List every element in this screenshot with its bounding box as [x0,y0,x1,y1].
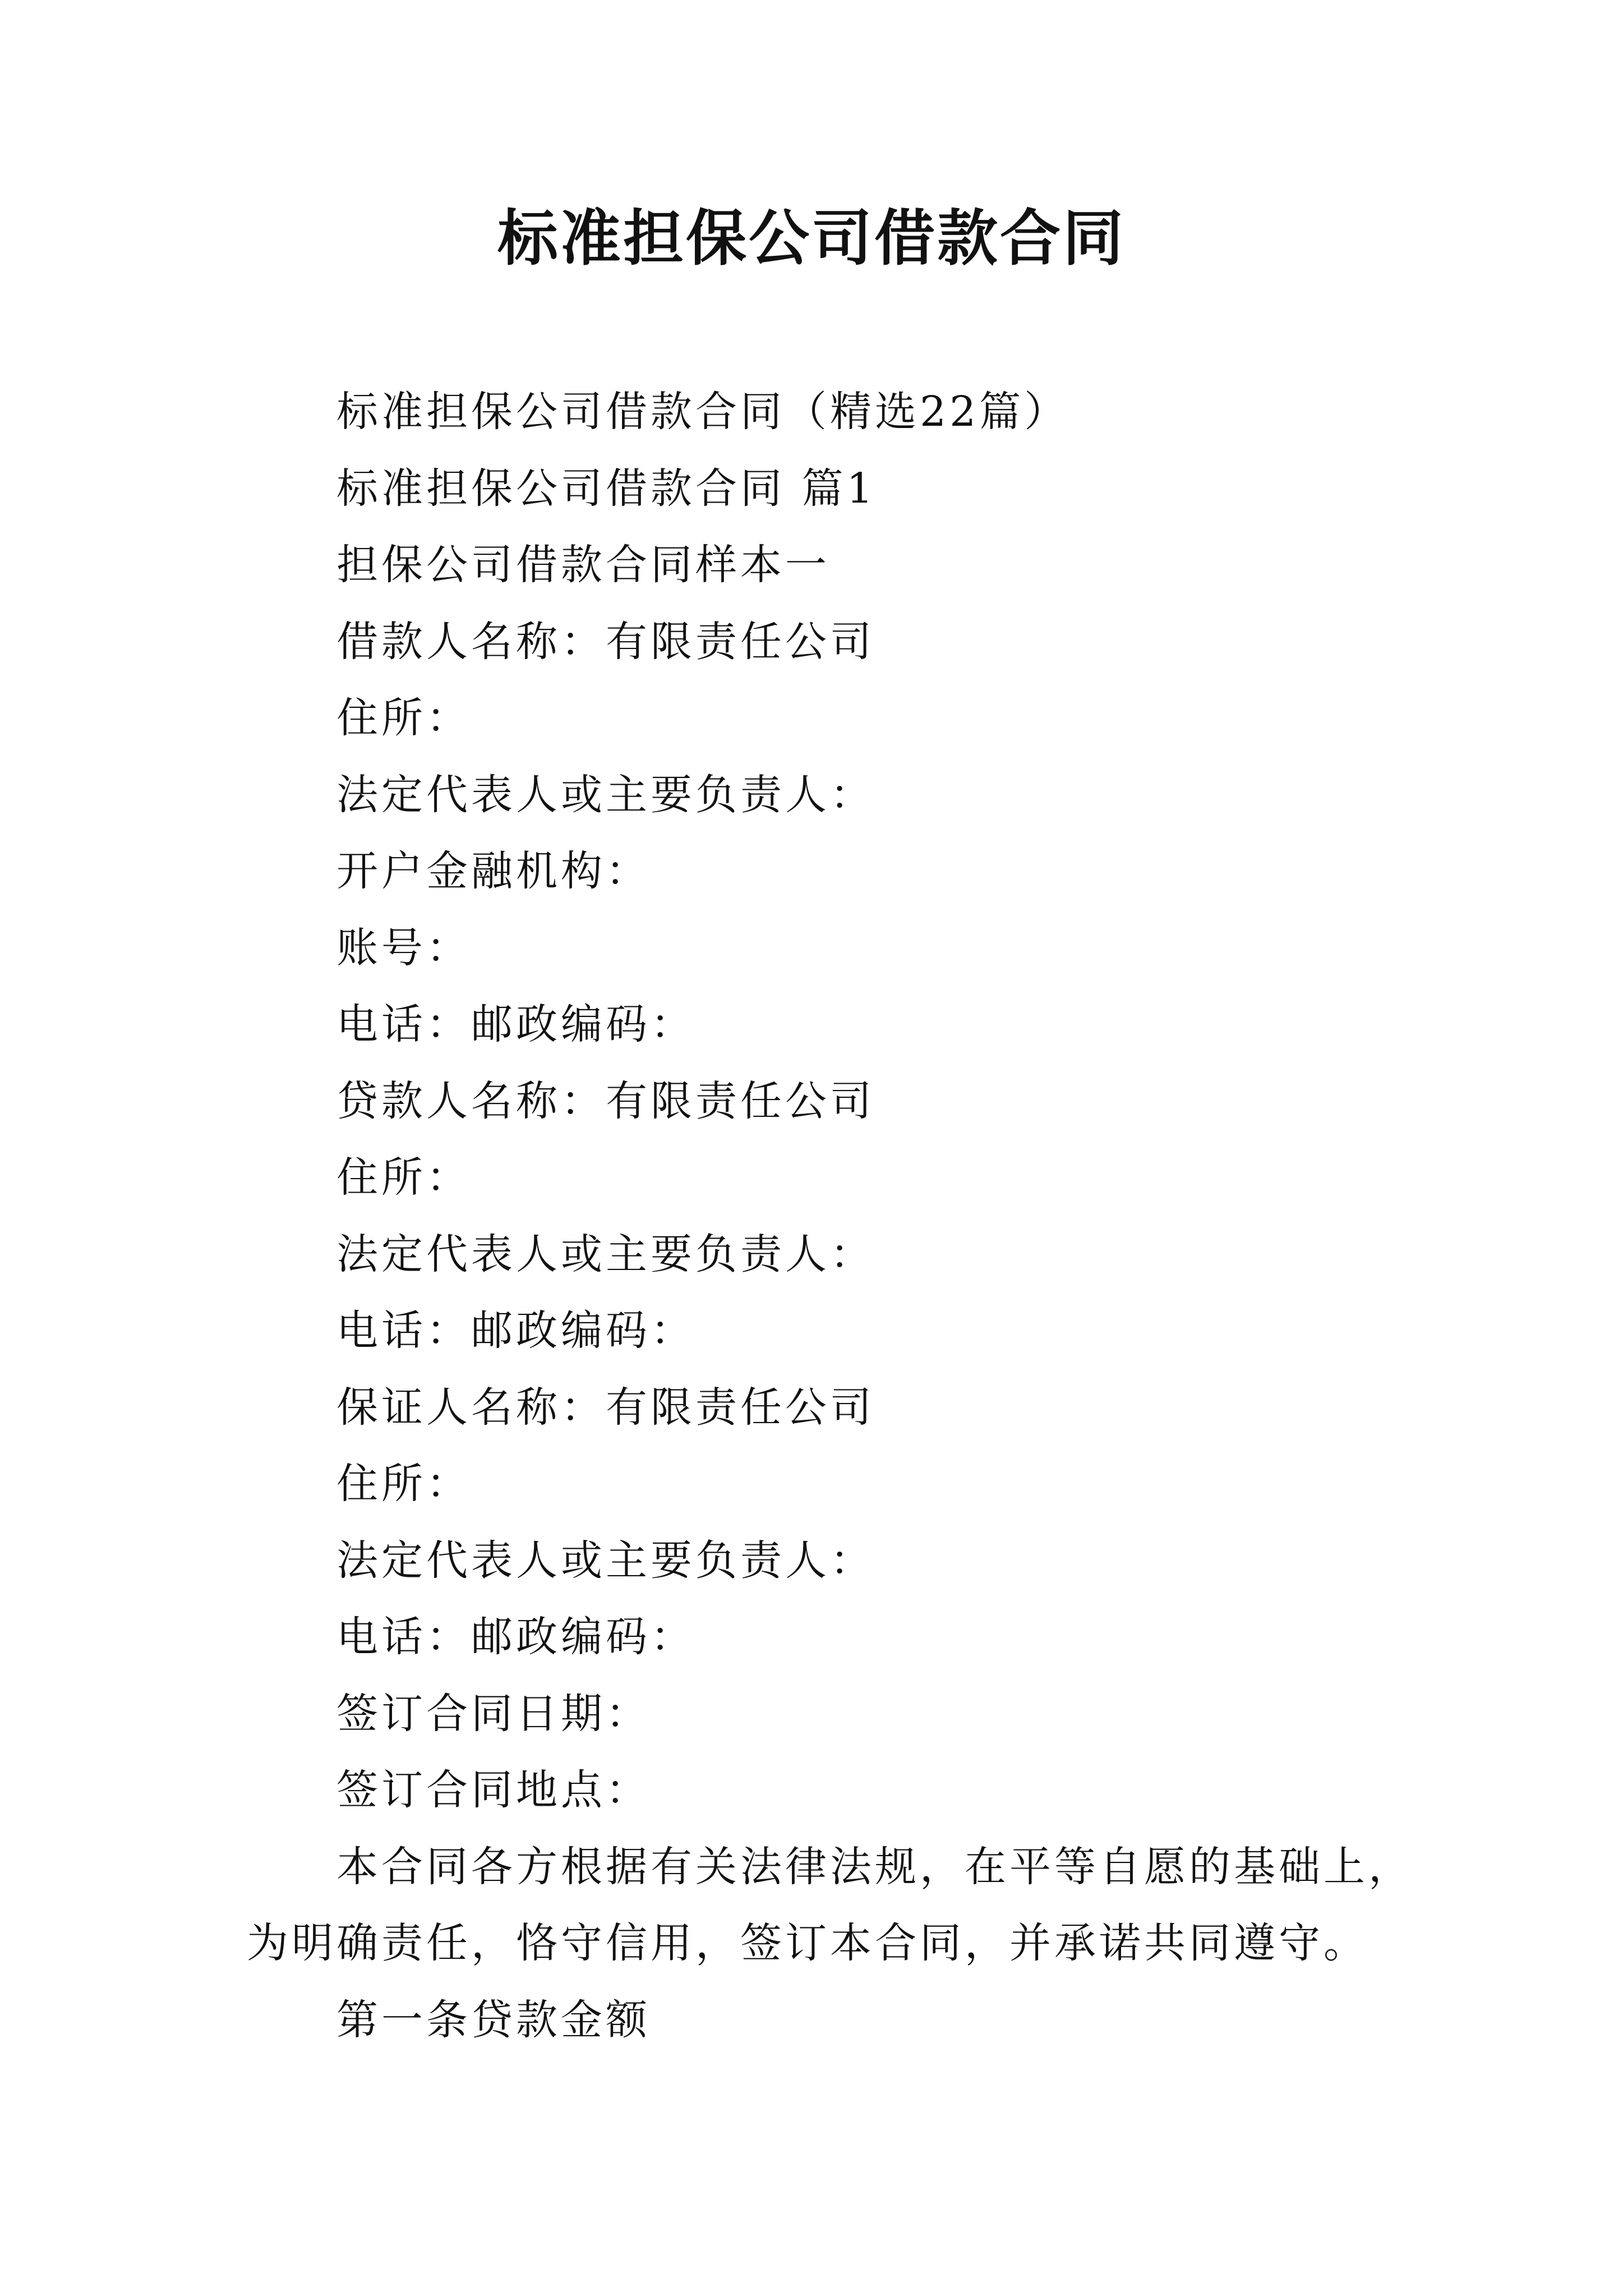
signing-place-line: 签订合同地点： [336,1766,651,1814]
lender-address-line: 住所： [336,1153,471,1202]
section-heading: 标准担保公司借款合同 篇1 [336,464,877,513]
guarantor-representative-line: 法定代表人或主要负责人： [336,1536,875,1585]
guarantor-phone-line: 电话：邮政编码： [336,1613,695,1661]
lender-representative-line: 法定代表人或主要负责人： [336,1230,875,1278]
guarantor-address-line: 住所： [336,1460,471,1508]
borrower-representative-line: 法定代表人或主要负责人： [336,770,875,819]
article-1-heading: 第一条贷款金额 [336,1995,651,2044]
borrower-phone-line: 电话：邮政编码： [336,1000,695,1048]
guarantor-name-line: 保证人名称：有限责任公司 [336,1383,875,1432]
lender-name-line: 贷款人名称：有限责任公司 [336,1076,875,1125]
subtitle-line: 标准担保公司借款合同（精选22篇） [336,388,1069,436]
preamble-paragraph: 本合同各方根据有关法律法规，在平等自愿的基础上，为明确责任，恪守信用，签订本合同，并承诺共同遵守。 [247,1842,1413,1967]
signing-date-line: 签订合同日期： [336,1689,651,1738]
lender-phone-line: 电话：邮政编码： [336,1306,695,1355]
document-title: 标准担保公司借款合同 [497,203,1126,274]
borrower-name-line: 借款人名称：有限责任公司 [336,617,875,666]
document-body [247,374,1447,2058]
borrower-address-line: 住所： [336,694,471,742]
borrower-bank-line: 开户金融机构： [336,847,651,895]
sample-heading: 担保公司借款合同样本一 [336,541,830,589]
borrower-account-line: 账号： [336,923,471,972]
